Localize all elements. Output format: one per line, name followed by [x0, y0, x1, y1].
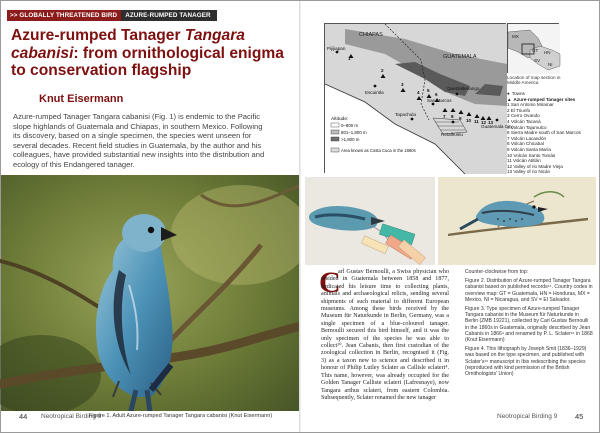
map-label-tapachula: Tapachula [395, 112, 416, 117]
site-legend-item: 9 Volcán Santa María [507, 146, 551, 152]
right-page [301, 1, 599, 432]
site-number-10: 10 [466, 118, 472, 123]
map-label-guatemala: GUATEMALA [443, 54, 477, 60]
site-number-7: 7 [443, 114, 446, 119]
map-label-retalhuleu: Retalhuleu [441, 132, 463, 137]
map-label-quetzaltenango: Quetzaltenango [447, 86, 480, 91]
site-legend-item: 4 Volcán Tacaná [507, 118, 541, 124]
site-number-12: 12 [481, 120, 487, 125]
map-label-guatemala-city: Guatemala City [481, 124, 513, 129]
inset-label-sv: SV [534, 58, 541, 63]
sites-legend-heading: ▲ Azure-rumped Tanager sites [507, 96, 576, 102]
figure-3-caption: Figure 3. Type specimen of Azure-rumped Tanager Tangara cabanisi in the Museum für Naturkunde in Berlin (ZMB 19221), collected by Carl Gustav Bernoulli in the 1860s in Guatemala, originally described by Jean Cabanis in 1866⁴ and renamed by P. L. Sclater¹⁶ in 1868 (Knut Eisermann) [465, 306, 593, 344]
figure-4-caption: Figure 4. This lithograph by Joseph Smit (1836–1929) was based on the type specimen, and published with Sclater's¹⁶ manuscript in Ibis redescribing the species (reproduced with kind permission of the British Ornithologists' Union) [465, 346, 587, 378]
figure-1-caption: Figure 1. Adult Azure-rumped Tanager Tangara cabanisi (Knut Eisermann) [89, 413, 273, 419]
site-number-1: 1 [348, 56, 351, 61]
altitude-legend-1: 0–800 m [341, 123, 359, 128]
section-banner [7, 10, 217, 21]
type-specimen-photo [305, 177, 435, 265]
altitude-legend-3: >1,800 m [341, 137, 360, 142]
left-page [1, 1, 299, 432]
site-number-8: 8 [451, 114, 454, 119]
page-number-right: 45 [575, 412, 584, 421]
site-number-4: 4 [417, 90, 420, 95]
inset-label-gt: GT [532, 48, 539, 53]
page-number-left: 44 [19, 412, 28, 421]
site-legend-item: 5 Volcán Tajumulco [507, 124, 547, 130]
overview-inset-map [507, 23, 559, 73]
inset-label-hn: HN [544, 50, 551, 55]
sites-list [507, 102, 595, 175]
journal-name-right: Neotropical Birding 9 [497, 413, 558, 420]
banner-tag: >> GLOBALLY THREATENED BIRD [7, 10, 121, 21]
altitude-legend-title: Altitude: [331, 117, 349, 122]
figure-captions [465, 269, 593, 380]
site-legend-item: 3 Cerro Ovando [507, 113, 540, 119]
map-label-escuintla: Escuintla [365, 90, 384, 95]
site-legend-item: 8 Volcán Chicabal [507, 141, 544, 147]
site-number-2: 2 [381, 68, 384, 73]
towns-legend-row: ● Towns [507, 91, 525, 96]
site-number-11: 11 [474, 119, 479, 124]
site-legend-item: 2 El Triunfo [507, 107, 531, 113]
inset-caption: Location of map section in Middle America [507, 75, 561, 86]
inset-label-mx: MX [512, 34, 519, 39]
site-legend-item: 6 Sierra Madre south of San Marcos [507, 130, 581, 136]
drop-cap: C [319, 266, 341, 299]
inset-label-ni: NI [548, 62, 553, 67]
distribution-map [324, 23, 513, 173]
article-body: arl Gustav Bernoulli, a Swiss physician who resided in Guatemala between 1858 and 1877, dedicated his leisure time to collecting plants, animals and archaeological relicts, sending several shipments of such material to different European museums. Among these birds received by the Museum für Naturkunde in Berlin, Germany, was a single specimen of a blue-coloured tanager. Bernoulli secured this bird himself, and it was the only specimen of the species he was able to collect¹⁰. Jean Cabanis, then first custodian of the zoological collection in Berlin, recognised it (Fig. 3) as a taxon new to science and described it in honour of Philip Lutley Sclater as Callisle sclateri⁴. This name, however, was already occupied for the Golden Tanager Calliste sclateri (Lafresnaye), now Tangara arthus sclateri, from eastern Colombia. Subsequently, Sclater renamed the new tanager [321, 269, 449, 401]
site-number-9: 9 [459, 116, 462, 121]
site-number-5: 5 [427, 88, 430, 93]
site-legend-item: 11 Volcán Atitlán [507, 158, 541, 164]
lithograph-figure [438, 177, 596, 265]
distribution-map-svg [325, 24, 513, 174]
site-number-3: 3 [401, 82, 404, 87]
banner-title: AZURE-RUMPED TANAGER [121, 10, 217, 21]
site-legend-item: 1 San Antonio Miramar [507, 102, 554, 108]
title-species: Tangara cabanisi [11, 27, 245, 62]
map-label-san-marcos: San Marcos [427, 98, 452, 103]
site-number-6: 6 [435, 92, 438, 97]
sites-legend [507, 91, 595, 175]
tanager-photo [1, 175, 299, 419]
captions-intro: Counter-clockwise from top: [465, 269, 529, 275]
journal-name-left: Neotropical Birding 9 [41, 413, 102, 420]
site-number-13: 13 [488, 120, 494, 125]
inset-map-svg [508, 24, 560, 74]
site-legend-item: 7 Volcán Lacandón [507, 135, 547, 141]
map-label-pijijiapan: Pijijiapan [327, 46, 346, 51]
figure-2-caption: Figure 2. Distribution of Azure-rumped Tanager Tangara cabanisi based on published records¹⁴. Country codes in overview map: GT = Guatemala, HN = Honduras, MX = Mexico, NI = Nicaragua, and SV = El Salvador. [465, 278, 593, 303]
tanager-photo-illustration [1, 175, 299, 419]
article-intro: Azure-rumped Tanager Tangara cabanisi (Fig. 1) is endemic to the Pacific slope highlands of Guatemala and Chiapas, in southern Mexico. Following its discovery, based on a single specimen, the species went unseen for several decades. Recent field studies in Guatemala, by the author and his colleagues, have provided substantial new insights into the distribution and ecology of this Endangered tanager. [13, 112, 265, 169]
site-legend-item: 10 Volcán Santo Tomás [507, 152, 556, 158]
article-title: Azure-rumped Tanager Tangara cabanisi: from ornithological enigma to conservation flagship [11, 27, 284, 79]
site-legend-item: 12 Valley of rio Madre Vieja [507, 163, 563, 169]
altitude-legend-2: 801–1,800 m [341, 130, 367, 135]
costa-cuca-legend: Area known as Costa Cuca in the 1860s [341, 148, 416, 153]
map-label-chiapas: CHIAPAS [359, 32, 383, 38]
site-legend-item: 13 Valley of rio Nicán [507, 169, 551, 175]
specimen-illustration [305, 177, 435, 265]
lithograph-illustration [438, 177, 596, 265]
article-author: Knut Eisermann [39, 93, 124, 105]
